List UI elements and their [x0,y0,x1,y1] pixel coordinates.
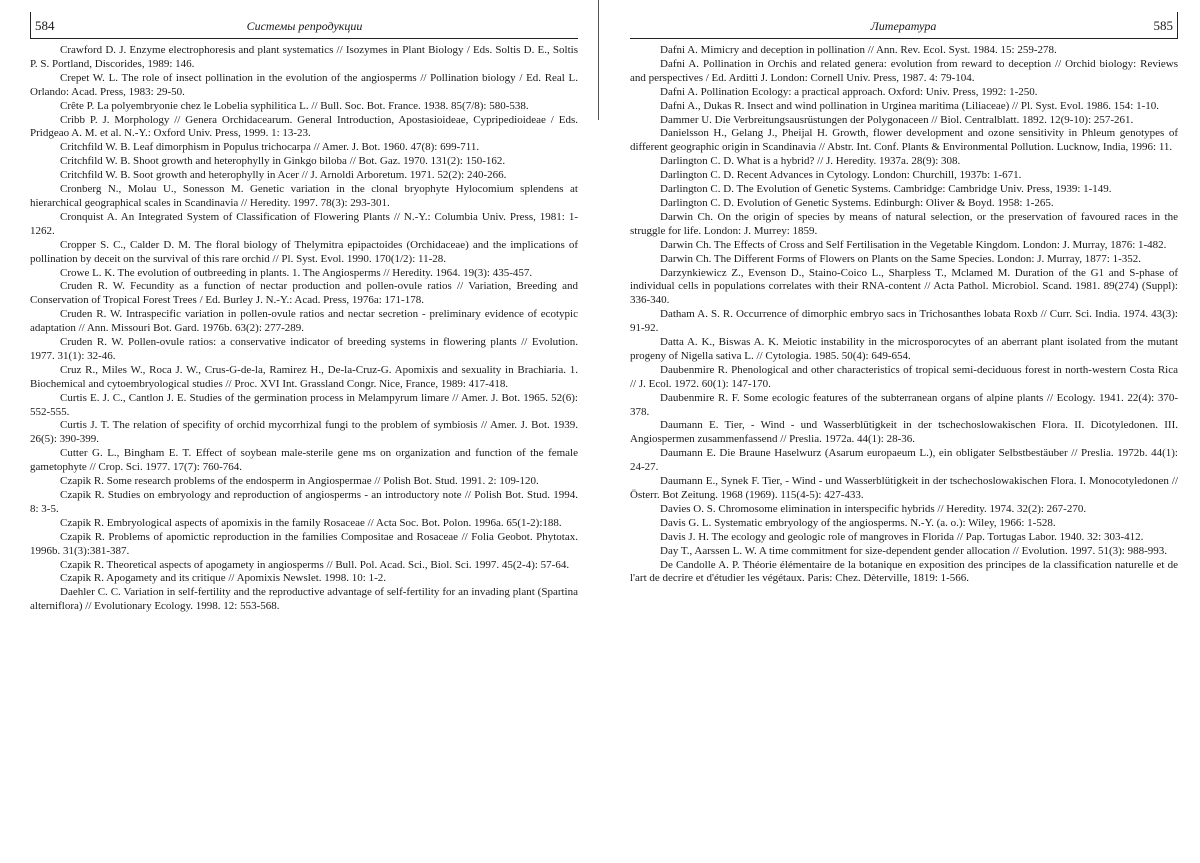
reference-entry: De Candolle A. P. Théorie élémentaire de la botanique en exposition des principes de la classification naturelle et de l'art de decrire et d'étudier les végétaux. Paris: Chez. Dèterville, 1819: 1-566. [630,558,1178,585]
reference-entry: Cruden R. W. Fecundity as a function of nectar production and pollen-ovule ratios // Variation, Breeding and Conservation of Tropical Forest Trees / Ed. Burley J. N.-Y.: Acad. Press, 1976a: 171-178. [30,280,578,307]
reference-entry: Daumann E. Tier, - Wind - und Wasserblütigkeit in der tschechoslowakischen Flora. II. Dicotyledonen. III. Angiospermen zusammenfassend // Preslia. 1972a. 44(1): 28-36. [630,419,1178,446]
reference-entry: Czapik R. Problems of apomictic reproduction in the families Compositae and Rosaceae // Folia Geobot. Phytotax. 1996b. 31(3):381-387. [30,530,578,557]
reference-entry: Darwin Ch. On the origin of species by means of natural selection, or the preservation of favoured races in the struggle for life. London: J. Murrey: 1859. [630,210,1178,237]
reference-entry: Curtis E. J. C., Cantlon J. E. Studies of the germination process in Melampyrum limare // Amer. J. Bot. 1965. 52(6): 552-555. [30,391,578,418]
reference-entry: Crepet W. L. The role of insect pollination in the evolution of the angiosperms // Pollination biology / Ed. Real L. Orlando: Acad. Press, 1983: 29-50. [30,71,578,98]
page-gutter [598,0,599,120]
reference-entry: Daubenmire R. Phenological and other characteristics of tropical semi-deciduous forest in north-western Costa Rica // J. Ecol. 1972. 60(1): 147-170. [630,363,1178,390]
reference-entry: Dafni A. Pollination Ecology: a practical approach. Oxford: Univ. Press, 1992: 1-250. [660,85,1038,98]
reference-entry: Critchfild W. B. Soot growth and heterophylly in Acer // J. Arnoldi Arboretum. 1971. 52(2): 240-266. [60,169,507,182]
reference-entry: Cronquist A. An Integrated System of Classification of Flowering Plants // N.-Y.: Columbia Univ. Press, 1981: 1-1262. [30,210,578,237]
reference-entry: Davis J. H. The ecology and geologic role of mangroves in Florida // Pap. Tortugas Labor. 1940. 32: 303-412. [660,530,1144,543]
reference-entry: Darzynkiewicz Z., Evenson D., Staino-Coico L., Sharpless T., Mclamed M. Duration of the G1 and S-phase of individual cells in populations correlates with their RNA-content // Acta Pathol. Microbiol. Scand. 1981. 89(274) (Suppl): 336-340. [630,266,1178,307]
reference-entry: Cropper S. C., Calder D. M. The floral biology of Thelymitra epipactoides (Orchidaceae) and the implications of pollination by deceit on the survival of this rare orchid // Pl. Syst. Evol. 1990. 170(1/2): 11-28. [30,238,578,265]
reference-entry: Datta A. K., Biswas A. K. Meiotic instability in the microsporocytes of an aberrant plant isolated from the mutant progeny of Nigella sativa L. // Cytologia. 1985. 50(4): 649-654. [630,336,1178,362]
reference-entry: Cruz R., Miles W., Roca J. W., Crus-G-de-la, Ramirez H., De-la-Cruz-G. Apomixis and sexuality in Brachiaria. 1. Biochemical and cytoembryological studies // Proc. XVI Int. Grassland Congr. Nice, France, 1989: 417-418. [30,363,578,390]
reference-entry: Daehler C. C. Variation in self-fertility and the reproductive advantage of self-fertility for an invading plant (Spartina alterniflora) // Evolutionary Ecology. 1998. 12: 553-568. [30,586,578,613]
reference-entry: Curtis J. T. The relation of specifity of orchid mycorrhizal fungi to the problem of symbiosis // Amer. J. Bot. 1939. 26(5): 390-399. [30,419,578,446]
reference-entry: Czapik R. Embryological aspects of apomixis in the family Rosaceae // Acta Soc. Bot. Polon. 1996a. 65(1-2):188. [60,516,562,529]
page-number: 584 [35,18,55,33]
reference-entry: Cruden R. W. Intraspecific variation in pollen-ovule ratios and nectar secretion - preliminary evidence of ecotypic adaptation // Ann. Missouri Bot. Gard. 1976b. 63(2): 277-289. [30,308,578,335]
reference-entry: Crête P. La polyembryonie chez le Lobelia syphilitica L. // Bull. Soc. Bot. France. 1938. 85(7/8): 580-538. [60,99,529,112]
reference-entry: Day T., Aarssen L. W. A time commitment for size-dependent gender allocation // Evolution. 1997. 51(3): 988-993. [660,544,1168,557]
reference-entry: Crawford D. J. Enzyme electrophoresis and plant systematics // Isozymes in Plant Biology / Eds. Soltis D. E., Soltis P. S. Portland, Discorides, 1989: 146. [30,44,578,70]
reference-entry: Darlington C. D. The Evolution of Genetic Systems. Cambridge: Cambridge Univ. Press, 1939: 1-149. [660,183,1112,196]
reference-entry: Cutter G. L., Bingham E. T. Effect of soybean male-sterile gene ms on organization and function of the female gametophyte // Crop. Sci. 1977. 17(7): 760-764. [30,447,578,474]
reference-entry: Dafni A., Dukas R. Insect and wind pollination in Urginea maritima (Liliaceae) // Pl. Syst. Evol. 1986. 154: 1-10. [660,99,1159,112]
reference-entry: Czapik R. Theoretical aspects of apogamety in angiosperms // Bull. Pol. Acad. Sci., Biol. Sci. 1997. 45(2-4): 57-64. [60,558,570,571]
reference-list [30,39,578,614]
reference-list [630,39,1178,586]
reference-entry: Critchfild W. B. Shoot growth and heterophylly in Ginkgo biloba // Bot. Gaz. 1970. 131(2): 150-162. [60,155,506,168]
reference-entry: Darlington C. D. Recent Advances in Cytology. London: Churchill, 1937b: 1-671. [660,169,1022,182]
reference-entry: Crowe L. K. The evolution of outbreeding in plants. 1. The Angiosperms // Heredity. 1964. 19(3): 435-457. [60,266,533,279]
reference-entry: Czapik R. Studies on embryology and reproduction of angiosperms - an introductory note // Polish Bot. Stud. 1994. 8: 3-5. [30,489,578,515]
reference-entry: Dafni A. Mimicry and deception in pollination // Ann. Rev. Ecol. Syst. 1984. 15: 259-278. [660,44,1057,56]
reference-entry: Danielsson H., Gelang J., Pheijal H. Growth, flower development and ozone sensitivity in Phleum genotypes of different geographic origin in Scandinavia // Abstr. Int. Conf. Plants & Environmental Pollution. Lucknow, India, 1996: 11. [630,127,1178,154]
reference-entry: Cronberg N., Molau U., Sonesson M. Genetic variation in the clonal bryophyte Hylocomium splendens at hierarchical geographical scales in Scandinavia // Heredity. 1997. 78(3): 293-301. [30,183,578,209]
reference-entry: Critchfild W. B. Leaf dimorphism in Populus trichocarpa // Amer. J. Bot. 1960. 47(8): 699-711. [60,141,480,154]
reference-entry: Czapik R. Apogamety and its critique // Apomixis Newslet. 1998. 10: 1-2. [60,572,386,585]
reference-entry: Darwin Ch. The Different Forms of Flowers on Plants on the Same Species. London: J. Murray, 1877: 1-352. [660,252,1141,265]
reference-entry: Daumann E., Synek F. Tier, - Wind - und Wasserblütigkeit in der tschechoslowakischen Flora. I. Monocotyledonen // Österr. Bot Zeitung. 1968 (1969). 115(4-5): 427-433. [630,475,1178,501]
reference-entry: Daumann E. Die Braune Haselwurz (Asarum europaeum L.), ein obligater Selbstbestäuber // Preslia. 1972b. 44(1): 24-27. [630,447,1178,474]
page-number: 585 [1153,18,1173,33]
reference-entry: Cribb P. J. Morphology // Genera Orchidacearum. General Introduction, Apostasioideae, Cypripedioideae / Eds. Pridgeao A. M. et al. N.-Y.: Oxford Univ. Press, 1999. 1: 13-23. [30,113,578,140]
left-page [30,12,578,850]
reference-entry: Darlington C. D. What is a hybrid? // J. Heredity. 1937a. 28(9): 308. [660,155,961,168]
running-title: Системы репродукции [246,19,363,33]
right-page-header [630,12,1178,39]
reference-entry: Davies O. S. Chromosome elimination in interspecific hybrids // Heredity. 1974. 32(2): 267-270. [660,502,1087,515]
left-page-header [30,12,578,39]
reference-entry: Davis G. L. Systematic embryology of the angiosperms. N.-Y. (a. o.): Wiley, 1966: 1-528. [660,516,1056,529]
right-page [630,12,1178,850]
running-title: Литература [870,19,937,33]
reference-entry: Darlington C. D. Evolution of Genetic Systems. Edinburgh: Oliver & Boyd. 1958: 1-265. [660,196,1054,209]
reference-entry: Czapik R. Some research problems of the endosperm in Angiospermae // Polish Bot. Stud. 1991. 2: 109-120. [60,475,539,488]
reference-entry: Darwin Ch. The Effects of Cross and Self Fertilisation in the Vegetable Kingdom. London: J. Murray, 1876: 1-482. [660,238,1167,251]
reference-entry: Daubenmire R. F. Some ecologic features of the subterranean organs of alpine plants // Ecology. 1941. 22(4): 370-378. [630,391,1178,418]
reference-entry: Dafni A. Pollination in Orchis and related genera: evolution from reward to deception // Orchid biology: Reviews and perspectives / Ed. Arditti J. London: Cornell Univ. Press, 1987. 4: 79-104. [630,57,1178,84]
reference-entry: Dammer U. Die Verbreitungsausrüstungen der Polygonaceen // Biol. Centralblatt. 1892. 12(9-10): 257-261. [660,113,1134,126]
reference-entry: Cruden R. W. Pollen-ovule ratios: a conservative indicator of breeding systems in flowering plants // Evolution. 1977. 31(1): 32-46. [30,336,578,362]
reference-entry: Datham A. S. R. Occurrence of dimorphic embryo sacs in Trichosanthes lobata Roxb // Curr. Sci. India. 1974. 43(3): 91-92. [630,308,1178,335]
